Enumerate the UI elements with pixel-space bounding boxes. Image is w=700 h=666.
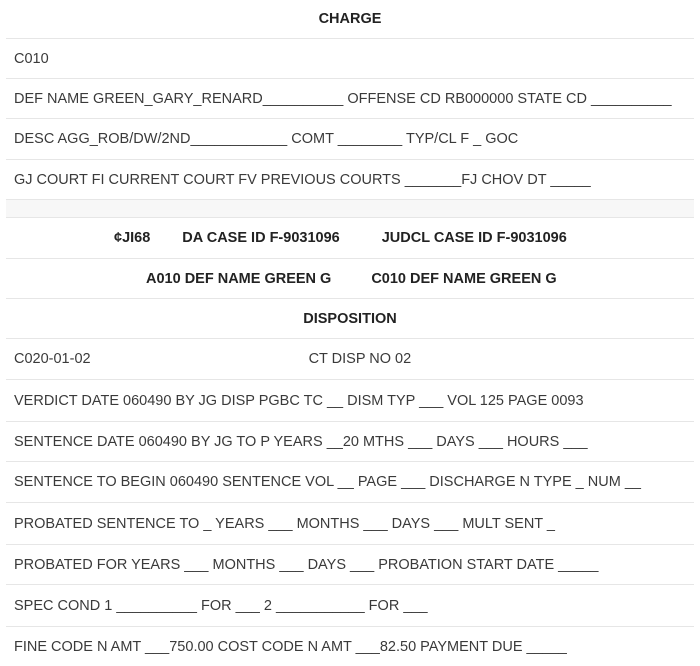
probated-for-row — [6, 544, 694, 584]
probated-sentence-text: PROBATED SENTENCE TO _ YEARS ___ MONTHS ___ DAYS ___ MULT SENT _ — [14, 515, 555, 532]
sentence-row — [6, 421, 694, 461]
charge-line-3 — [6, 159, 694, 199]
spacer-row — [6, 199, 694, 217]
c010-def-name: C010 DEF NAME GREEN G — [371, 270, 557, 287]
sentence-begin-text: SENTENCE TO BEGIN 060490 SENTENCE VOL __ PAGE ___ DISCHARGE N TYPE _ NUM __ — [14, 474, 641, 490]
disposition-code: C020-01-02 — [14, 351, 91, 367]
probated-sentence-row — [6, 502, 694, 544]
def-name-offense-text: DEF NAME GREEN_GARY_RENARD__________ OFFENSE CD RB000000 STATE CD __________ — [14, 90, 672, 107]
sentence-text: SENTENCE DATE 060490 BY JG TO P YEARS __20 MTHS ___ DAYS ___ HOURS ___ — [14, 433, 588, 450]
spec-cond-row — [6, 584, 694, 626]
a010-def-name: A010 DEF NAME GREEN G — [146, 270, 332, 287]
verdict-row — [6, 379, 694, 421]
fine-text: FINE CODE N AMT ___750.00 COST CODE N AMT ___82.50 PAYMENT DUE _____ — [14, 638, 567, 655]
case-ids-row — [6, 217, 694, 258]
charge-heading-row — [6, 0, 694, 38]
judcl-case-id: JUDCL CASE ID F-9031096 — [381, 230, 567, 246]
disposition-heading: DISPOSITION — [303, 310, 397, 327]
charge-code: C010 — [14, 50, 49, 67]
charge-line-2 — [6, 118, 694, 159]
disposition-code-row — [6, 338, 694, 379]
charge-code-row — [6, 38, 694, 78]
desc-comt-text: DESC AGG_ROB/DW/2ND____________ COMT ________ TYP/CL F _ GOC — [14, 131, 519, 147]
spec-cond-text: SPEC COND 1 __________ FOR ___ 2 ___________ FOR ___ — [14, 597, 428, 614]
ct-disp-no: CT DISP NO 02 — [308, 351, 412, 367]
charge-line-1 — [6, 78, 694, 118]
verdict-text: VERDICT DATE 060490 BY JG DISP PGBC TC __ DISM TYP ___ VOL 125 PAGE 0093 — [14, 392, 584, 409]
sentence-begin-row — [6, 461, 694, 502]
charge-heading: CHARGE — [318, 11, 382, 27]
courts-text: GJ COURT FI CURRENT COURT FV PREVIOUS COURTS _______FJ CHOV DT _____ — [14, 171, 591, 188]
fine-row — [6, 626, 694, 666]
probated-for-text: PROBATED FOR YEARS ___ MONTHS ___ DAYS ___ PROBATION START DATE _____ — [14, 556, 599, 573]
da-case-id: DA CASE ID F-9031096 — [182, 230, 340, 246]
def-names-row — [6, 258, 694, 298]
disposition-heading-row — [6, 298, 694, 338]
case-prefix: ¢JI68 — [114, 230, 151, 246]
